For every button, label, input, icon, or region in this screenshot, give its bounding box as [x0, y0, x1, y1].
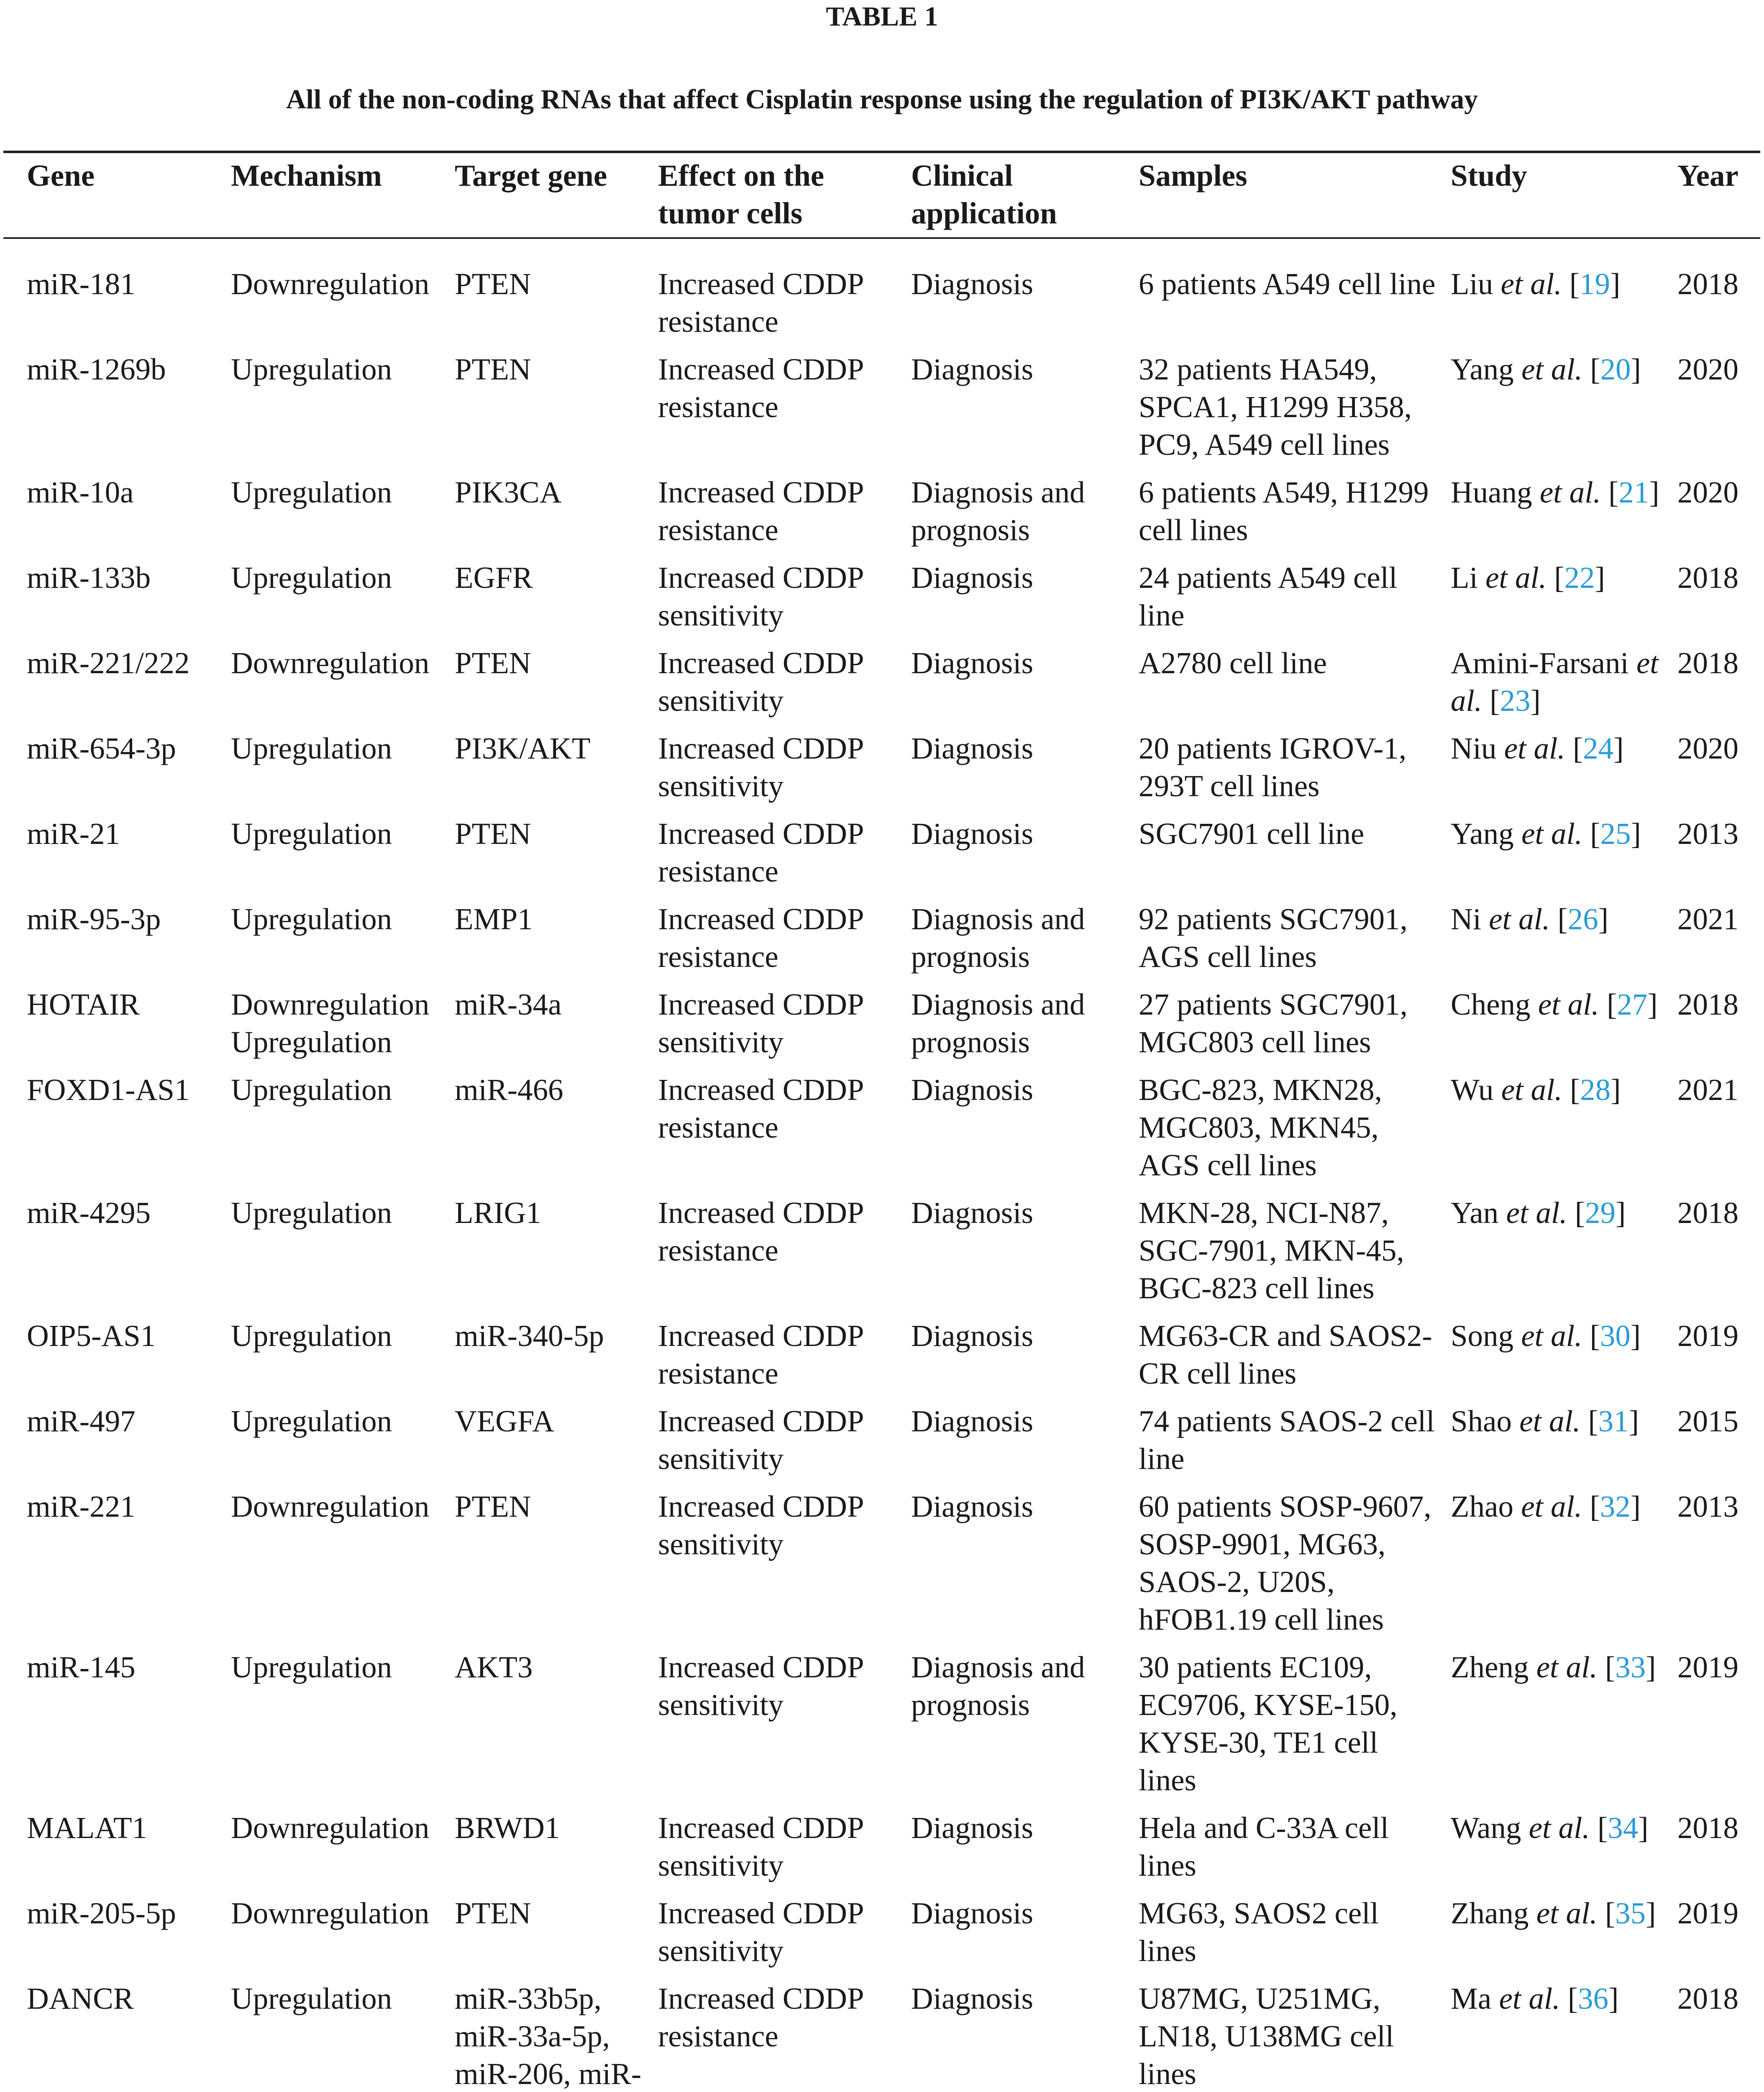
header-samples: Samples [1139, 159, 1247, 192]
cell-study: Wu et al. [28] [1451, 1073, 1621, 1107]
cell-clinical-application: Diagnosis [911, 1404, 1033, 1438]
table-row [3, 982, 1760, 1067]
study-author: Zhao [1451, 1490, 1513, 1523]
cell-gene: HOTAIR [27, 987, 140, 1021]
citation-link[interactable]: 26 [1567, 902, 1598, 936]
table-container [3, 151, 1760, 2092]
study-etal: et al. [1504, 731, 1565, 765]
cell-samples: U87MG, U251MG, LN18, U138MG cell lines [1139, 1982, 1394, 2091]
cell-year: 2020 [1677, 731, 1738, 765]
citation-link[interactable]: 21 [1618, 475, 1649, 509]
study-author: Zheng [1451, 1650, 1529, 1684]
cell-clinical-application: Diagnosis and prognosis [911, 987, 1085, 1059]
study-author: Li [1451, 561, 1478, 595]
study-etal: et al. [1521, 1319, 1582, 1353]
cell-effect: Increased CDDP sensitivity [658, 1896, 863, 1968]
table-row [3, 1645, 1760, 1805]
table-row [3, 1399, 1760, 1484]
header-clinical-application: Clinical application [911, 159, 1057, 230]
citation-link[interactable]: 25 [1600, 817, 1631, 851]
study-author: Amini-Farsani [1451, 646, 1629, 680]
cell-year: 2019 [1677, 1650, 1738, 1684]
citation-link[interactable]: 29 [1585, 1196, 1616, 1230]
cell-study: Shao et al. [31] [1451, 1404, 1639, 1438]
cell-mechanism: Downregulation [231, 1811, 430, 1845]
citation-link[interactable]: 32 [1600, 1490, 1631, 1523]
cell-samples: 27 patients SGC7901, MGC803 cell lines [1139, 987, 1408, 1059]
cell-target-gene: VEGFA [455, 1404, 554, 1438]
cell-samples: 6 patients A549 cell line [1139, 267, 1436, 301]
cell-target-gene: miR-466 [455, 1073, 563, 1107]
study-author: Wu [1451, 1073, 1494, 1107]
cell-mechanism: Downregulation [231, 1896, 430, 1930]
cell-study: Yan et al. [29] [1451, 1196, 1626, 1230]
table-body [3, 238, 1760, 2092]
cell-samples: SGC7901 cell line [1139, 817, 1365, 851]
cell-gene: miR-205-5p [27, 1896, 176, 1930]
study-author: Ma [1451, 1982, 1492, 2015]
cell-target-gene: LRIG1 [455, 1196, 541, 1230]
cell-effect: Increased CDDP sensitivity [658, 561, 863, 632]
cell-target-gene: PI3K/AKT [455, 731, 591, 765]
table-row [3, 1484, 1760, 1645]
cell-year: 2018 [1677, 987, 1738, 1021]
cell-study: Song et al. [30] [1451, 1319, 1641, 1353]
study-etal: et al. [1521, 817, 1583, 851]
cell-samples: 74 patients SAOS-2 cell line [1139, 1404, 1435, 1476]
cell-gene: miR-654-3p [27, 731, 176, 765]
cell-study: Yang et al. [20] [1451, 352, 1641, 386]
table-row [3, 1190, 1760, 1313]
cell-study: Li et al. [22] [1451, 561, 1605, 595]
cell-mechanism: Upregulation [231, 1650, 392, 1684]
study-author: Yan [1451, 1196, 1499, 1230]
citation-link[interactable]: 20 [1600, 352, 1631, 386]
cell-samples: Hela and C-33A cell lines [1139, 1811, 1389, 1882]
cell-clinical-application: Diagnosis [911, 646, 1033, 680]
cell-target-gene: AKT3 [455, 1650, 533, 1684]
cell-clinical-application: Diagnosis [911, 1896, 1033, 1930]
cell-study: Liu et al. [19] [1451, 267, 1621, 301]
study-author: Liu [1451, 267, 1493, 301]
cell-effect: Increased CDDP sensitivity [658, 987, 863, 1059]
cell-gene: miR-221/222 [27, 646, 190, 680]
citation-link[interactable]: 30 [1600, 1319, 1631, 1353]
cell-study: Huang et al. [21] [1451, 475, 1659, 509]
table-row [3, 811, 1760, 897]
study-etal: et al. [1506, 1196, 1567, 1230]
cell-gene: miR-1269b [27, 352, 166, 386]
study-author: Wang [1451, 1811, 1521, 1845]
cell-target-gene: EGFR [455, 561, 533, 595]
cell-year: 2018 [1677, 1982, 1738, 2015]
cell-effect: Increased CDDP sensitivity [658, 1490, 863, 1561]
cell-gene: miR-4295 [27, 1196, 151, 1230]
study-author: Yang [1451, 817, 1514, 851]
cell-samples: 92 patients SGC7901, AGS cell lines [1139, 902, 1408, 974]
cell-effect: Increased CDDP resistance [658, 1319, 863, 1390]
cell-samples: MKN-28, NCI-N87, SGC-7901, MKN-45, BGC-823 cell lines [1139, 1196, 1404, 1305]
cell-samples: MG63-CR and SAOS2-CR cell lines [1139, 1319, 1432, 1390]
cell-gene: MALAT1 [27, 1811, 147, 1845]
header-study: Study [1451, 159, 1527, 192]
cell-study: Niu et al. [24] [1451, 731, 1624, 765]
cell-effect: Increased CDDP resistance [658, 1982, 863, 2053]
cell-clinical-application: Diagnosis [911, 1196, 1033, 1230]
cell-clinical-application: Diagnosis [911, 1811, 1033, 1845]
cell-mechanism: Upregulation [231, 731, 392, 765]
cell-clinical-application: Diagnosis [911, 1490, 1033, 1523]
study-author: Ni [1451, 902, 1481, 936]
cell-effect: Increased CDDP sensitivity [658, 1811, 863, 1882]
cell-effect: Increased CDDP resistance [658, 352, 863, 424]
cell-samples: A2780 cell line [1139, 646, 1327, 680]
cell-mechanism: Upregulation [231, 1196, 392, 1230]
cell-clinical-application: Diagnosis and prognosis [911, 475, 1085, 547]
cell-mechanism: Upregulation [231, 352, 392, 386]
cell-gene: miR-95-3p [27, 902, 161, 936]
cell-samples: 6 patients A549, H1299 cell lines [1139, 475, 1429, 547]
study-author: Zhang [1451, 1896, 1529, 1930]
cell-mechanism: Downregulation [231, 1490, 430, 1523]
cell-clinical-application: Diagnosis [911, 1319, 1033, 1353]
cell-samples: 30 patients EC109, EC9706, KYSE-150, KYSE-30, TE1 cell lines [1139, 1650, 1398, 1797]
study-etal: et al. [1528, 1811, 1590, 1845]
cell-mechanism: Upregulation [231, 1404, 392, 1438]
cell-year: 2021 [1677, 1073, 1738, 1107]
table-header-row [3, 152, 1760, 238]
cell-year: 2018 [1677, 646, 1738, 680]
table-row [3, 555, 1760, 641]
cell-year: 2021 [1677, 902, 1738, 936]
study-author: Cheng [1451, 987, 1531, 1021]
study-etal: et al. [1536, 1650, 1598, 1684]
cell-study: Ma et al. [36] [1451, 1982, 1619, 2015]
cell-study: Ni et al. [26] [1451, 902, 1609, 936]
cell-gene: miR-497 [27, 1404, 136, 1438]
study-author: Shao [1451, 1404, 1512, 1438]
citation-link[interactable]: 19 [1580, 267, 1610, 301]
cell-target-gene: PIK3CA [455, 475, 562, 509]
cell-study: Yang et al. [25] [1451, 817, 1641, 851]
study-etal: et al. [1451, 646, 1659, 718]
cell-year: 2019 [1677, 1319, 1738, 1353]
citation-link[interactable]: 24 [1583, 731, 1614, 765]
citation-link[interactable]: 34 [1608, 1811, 1639, 1845]
cell-target-gene: BRWD1 [455, 1811, 560, 1845]
citation-link[interactable]: 27 [1617, 987, 1648, 1021]
header-mechanism: Mechanism [231, 159, 382, 192]
cell-year: 2018 [1677, 1811, 1738, 1845]
study-author: Huang [1451, 475, 1532, 509]
cell-year: 2018 [1677, 561, 1738, 595]
study-etal: et al. [1485, 561, 1547, 595]
cell-mechanism: Downregulation [231, 267, 430, 301]
cell-target-gene: miR-33b5p, miR-33a-5p, miR-206, miR- [455, 1982, 642, 2091]
table-label: TABLE 1 [826, 1, 938, 32]
cell-samples: BGC-823, MKN28, MGC803, MKN45, AGS cell lines [1139, 1073, 1383, 1182]
cell-clinical-application: Diagnosis [911, 731, 1033, 765]
header-effect: Effect on the tumor cells [658, 159, 824, 230]
cell-year: 2013 [1677, 1490, 1738, 1523]
study-etal: et al. [1521, 352, 1583, 386]
header-year: Year [1677, 159, 1738, 192]
cell-samples: 24 patients A549 cell line [1139, 561, 1398, 632]
study-etal: et al. [1500, 267, 1562, 301]
cell-clinical-application: Diagnosis [911, 1982, 1033, 2015]
table-row [3, 347, 1760, 470]
citation-link[interactable]: 36 [1578, 1982, 1609, 2015]
table-row [3, 726, 1760, 811]
cell-mechanism: Upregulation [231, 561, 392, 595]
cell-target-gene: PTEN [455, 352, 531, 386]
cell-year: 2015 [1677, 1404, 1738, 1438]
cell-clinical-application: Diagnosis [911, 1073, 1033, 1107]
study-etal: et al. [1501, 1073, 1562, 1107]
cell-mechanism: Downregulation [231, 646, 430, 680]
cell-effect: Increased CDDP resistance [658, 1073, 863, 1144]
citation-link[interactable]: 31 [1598, 1404, 1629, 1438]
cell-effect: Increased CDDP resistance [658, 475, 863, 547]
cell-study: Amini-Farsani et al. [23] [1451, 646, 1659, 718]
table-row [3, 897, 1760, 982]
cell-clinical-application: Diagnosis [911, 267, 1033, 301]
cell-gene: DANCR [27, 1982, 134, 2015]
cell-mechanism: Downregulation Upregulation [231, 987, 430, 1059]
cell-target-gene: miR-34a [455, 987, 562, 1021]
study-author: Yang [1451, 352, 1514, 386]
cell-samples: 60 patients SOSP-9607, SOSP-9901, MG63, SAOS-2, U20S, hFOB1.19 cell lines [1139, 1490, 1431, 1636]
cell-target-gene: PTEN [455, 1490, 531, 1523]
cell-gene: miR-181 [27, 267, 136, 301]
cell-samples: 32 patients HA549, SPCA1, H1299 H358, PC9, A549 cell lines [1139, 352, 1412, 461]
cell-target-gene: PTEN [455, 646, 531, 680]
cell-clinical-application: Diagnosis and prognosis [911, 1650, 1085, 1722]
cell-study: Zhang et al. [35] [1451, 1896, 1656, 1930]
cell-clinical-application: Diagnosis [911, 352, 1033, 386]
cell-mechanism: Upregulation [231, 475, 392, 509]
study-etal: et al. [1489, 902, 1550, 936]
cell-samples: MG63, SAOS2 cell lines [1139, 1896, 1379, 1968]
citation-link[interactable]: 23 [1500, 684, 1531, 718]
cell-effect: Increased CDDP sensitivity [658, 1650, 863, 1722]
cell-year: 2013 [1677, 817, 1738, 851]
cell-gene: miR-133b [27, 561, 151, 595]
cell-target-gene: EMP1 [455, 902, 533, 936]
cell-target-gene: PTEN [455, 817, 531, 851]
cell-effect: Increased CDDP sensitivity [658, 1404, 863, 1476]
cell-year: 2018 [1677, 1196, 1738, 1230]
cell-mechanism: Upregulation [231, 902, 392, 936]
cell-samples: 20 patients IGROV-1, 293T cell lines [1139, 731, 1407, 803]
cell-year: 2019 [1677, 1896, 1738, 1930]
citation-link[interactable]: 35 [1615, 1896, 1646, 1930]
cell-effect: Increased CDDP resistance [658, 267, 863, 338]
cell-mechanism: Upregulation [231, 1982, 392, 2015]
table-row [3, 1313, 1760, 1399]
cell-effect: Increased CDDP sensitivity [658, 731, 863, 803]
cell-study: Wang et al. [34] [1451, 1811, 1649, 1845]
header-target-gene: Target gene [455, 159, 607, 192]
study-etal: et al. [1499, 1982, 1560, 2015]
table-row [3, 470, 1760, 555]
citation-link[interactable]: 22 [1564, 561, 1595, 595]
cell-mechanism: Upregulation [231, 817, 392, 851]
study-etal: et al. [1538, 987, 1599, 1021]
header-gene: Gene [27, 159, 95, 192]
cell-target-gene: miR-340-5p [455, 1319, 604, 1353]
data-table [3, 151, 1760, 2092]
cell-effect: Increased CDDP resistance [658, 817, 863, 888]
cell-clinical-application: Diagnosis [911, 561, 1033, 595]
citation-link[interactable]: 33 [1615, 1650, 1646, 1684]
study-author: Niu [1451, 731, 1497, 765]
cell-effect: Increased CDDP resistance [658, 902, 863, 974]
table-row [3, 1805, 1760, 1891]
table-row [3, 1976, 1760, 2092]
cell-year: 2018 [1677, 267, 1738, 301]
cell-gene: OIP5-AS1 [27, 1319, 156, 1353]
cell-study: Cheng et al. [27] [1451, 987, 1658, 1021]
cell-target-gene: PTEN [455, 267, 531, 301]
study-etal: et al. [1521, 1490, 1582, 1523]
study-etal: et al. [1519, 1404, 1581, 1438]
cell-effect: Increased CDDP sensitivity [658, 646, 863, 718]
cell-study: Zheng et al. [33] [1451, 1650, 1656, 1684]
citation-link[interactable]: 28 [1580, 1073, 1611, 1107]
cell-effect: Increased CDDP resistance [658, 1196, 863, 1267]
cell-clinical-application: Diagnosis [911, 817, 1033, 851]
cell-study: Zhao et al. [32] [1451, 1490, 1641, 1523]
cell-gene: miR-10a [27, 475, 134, 509]
cell-clinical-application: Diagnosis and prognosis [911, 902, 1085, 974]
cell-year: 2020 [1677, 352, 1738, 386]
cell-gene: miR-145 [27, 1650, 136, 1684]
cell-mechanism: Upregulation [231, 1319, 392, 1353]
table-row [3, 1891, 1760, 1976]
table-row [3, 238, 1760, 347]
study-etal: et al. [1539, 475, 1601, 509]
cell-gene: miR-21 [27, 817, 120, 851]
study-author: Song [1451, 1319, 1514, 1353]
table-caption: All of the non-coding RNAs that affect Cisplatin response using the regulation of PI3K/AKT pathway [286, 84, 1478, 115]
cell-gene: FOXD1-AS1 [27, 1073, 190, 1107]
cell-target-gene: PTEN [455, 1896, 531, 1930]
cell-gene: miR-221 [27, 1490, 136, 1523]
table-row [3, 1067, 1760, 1190]
table-row [3, 641, 1760, 726]
study-etal: et al. [1536, 1896, 1598, 1930]
cell-mechanism: Upregulation [231, 1073, 392, 1107]
cell-year: 2020 [1677, 475, 1738, 509]
